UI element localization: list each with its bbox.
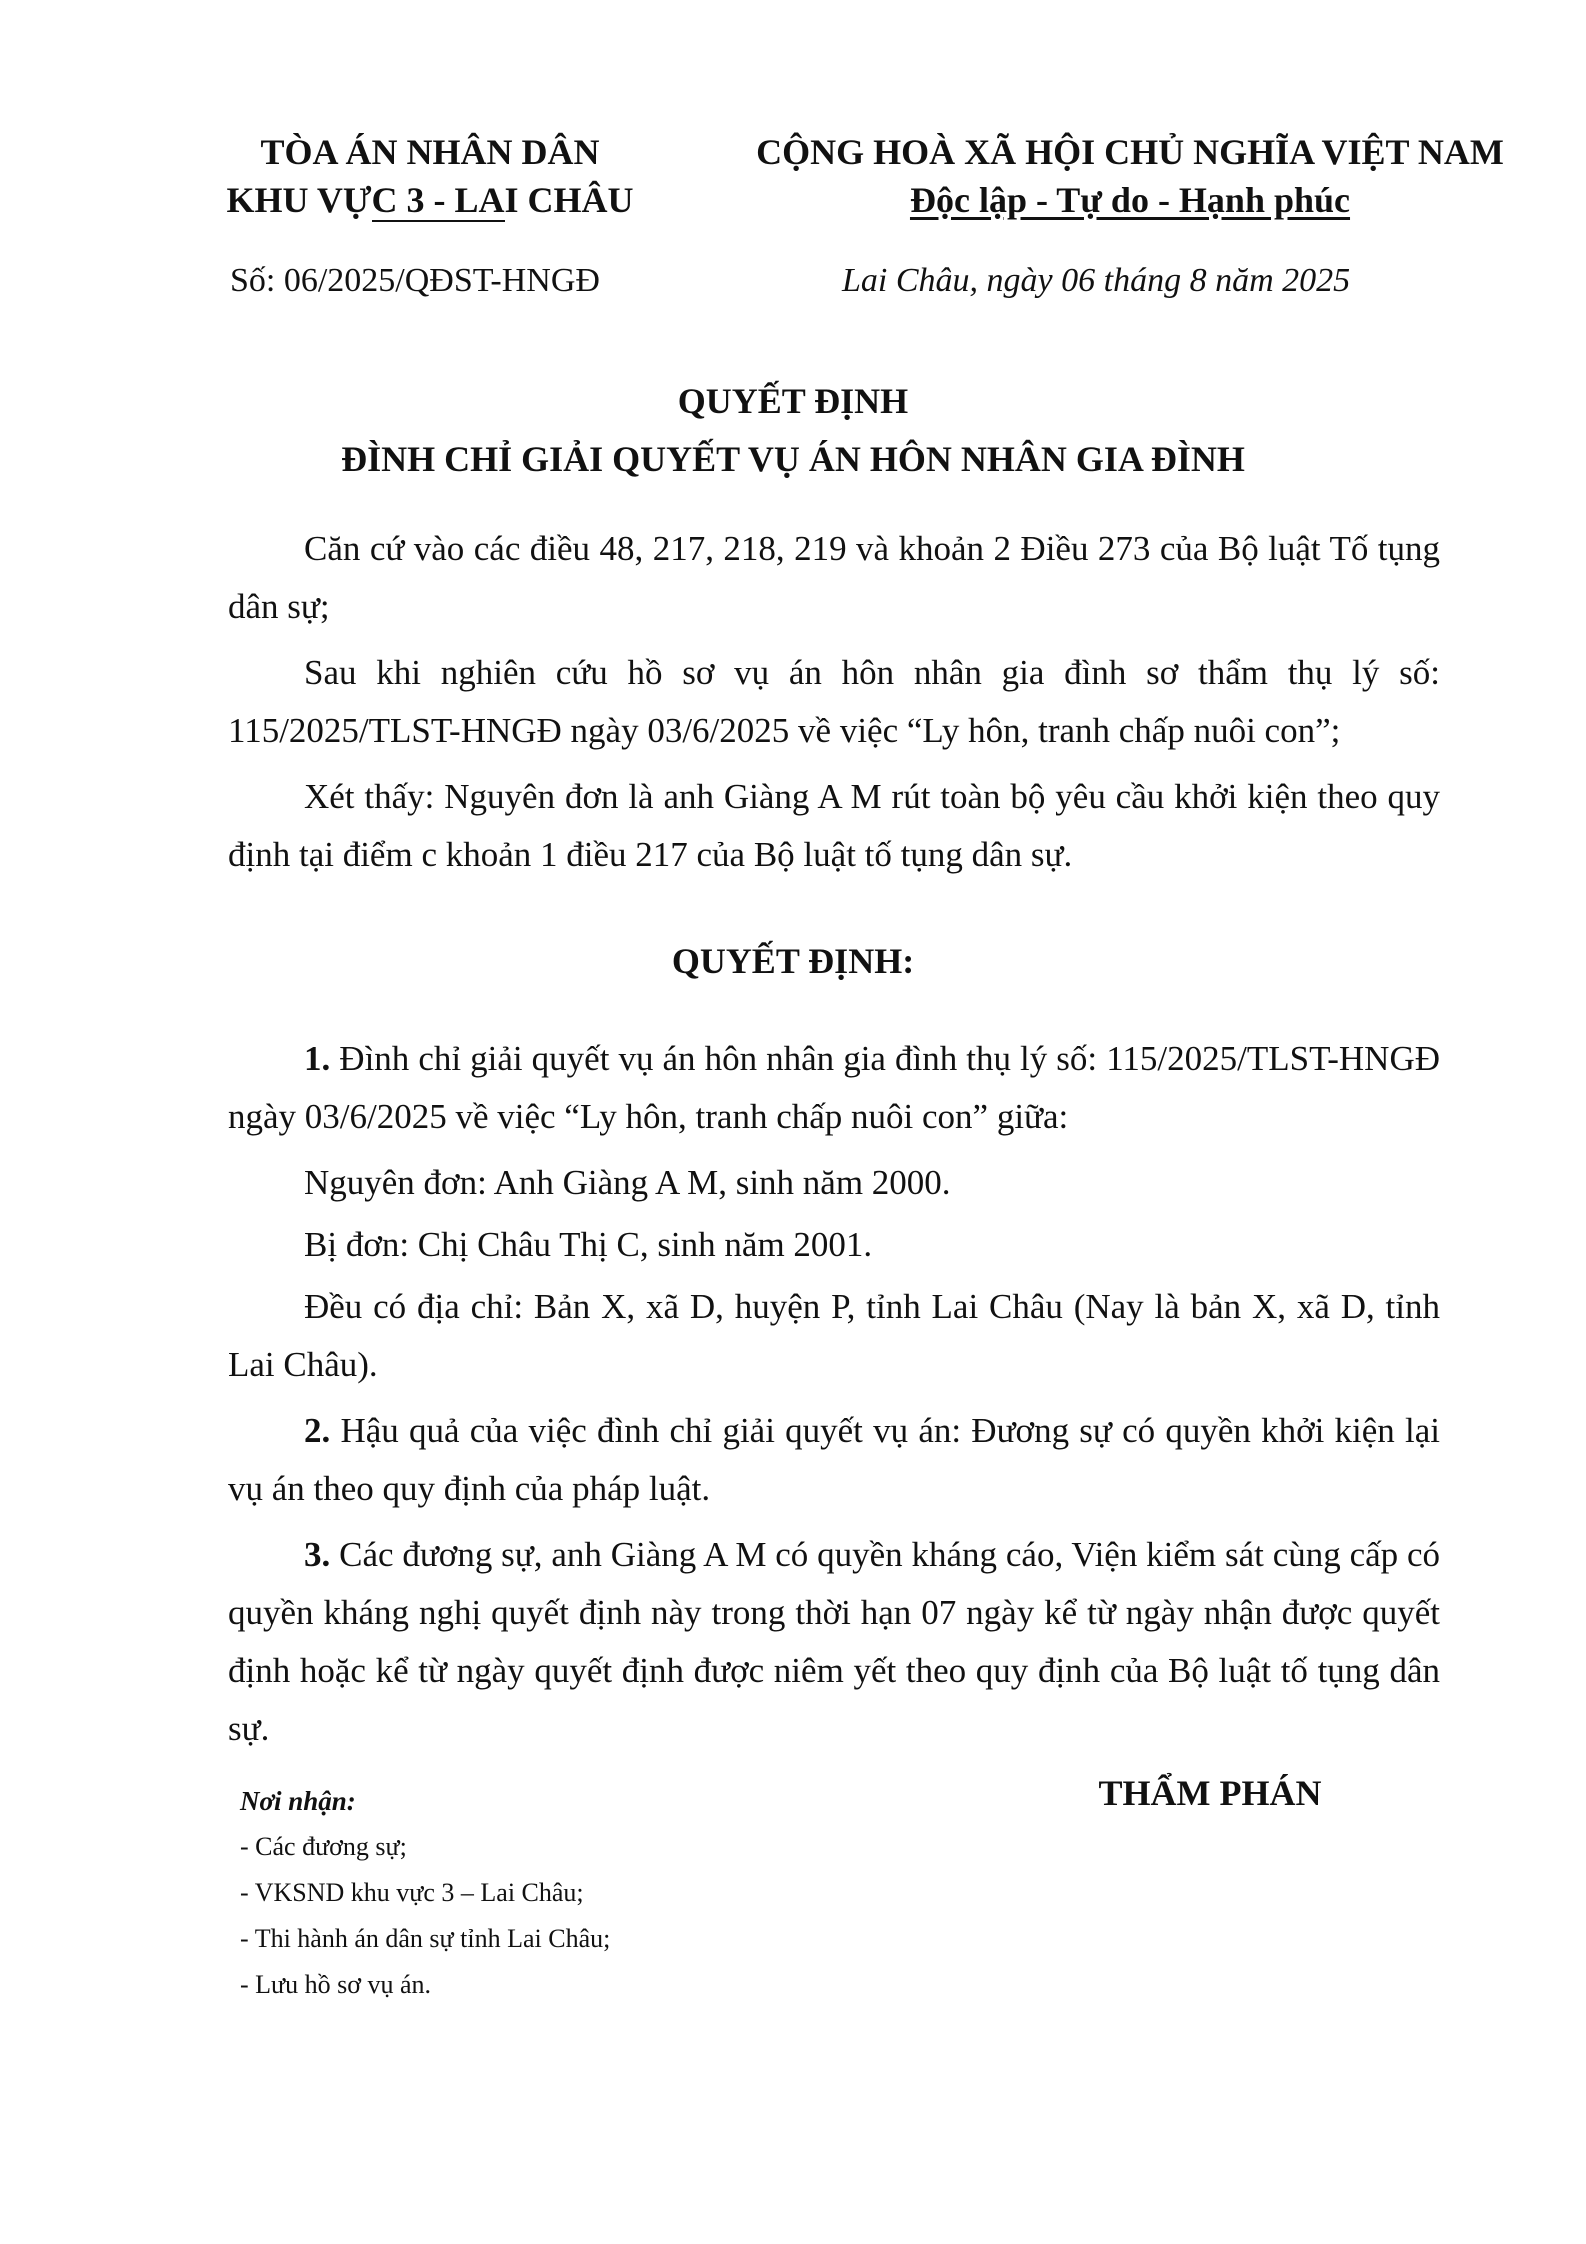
item-text: Đình chỉ giải quyết vụ án hôn nhân gia đình thụ lý số: 115/2025/TLST-HNGĐ ngày 03/6/2025 về việc “Ly hôn, tranh chấp nuôi con” giữa: (228, 1039, 1440, 1136)
item-text: Hậu quả của việc đình chỉ giải quyết vụ án: Đương sự có quyền khởi kiện lại vụ án theo quy định của pháp luật. (228, 1411, 1440, 1508)
item-text: Các đương sự, anh Giàng A M có quyền kháng cáo, Viện kiểm sát cùng cấp có quyền kháng nghị quyết định này trong thời hạn 07 ngày kể từ ngày nhận được quyết định hoặc kể từ ngày quyết định được niêm yết theo quy định của Bộ luật tố tụng dân sự. (228, 1535, 1441, 1748)
document-title: QUYẾT ĐỊNH (677, 381, 909, 421)
document-subtitle: ĐÌNH CHỈ GIẢI QUYẾT VỤ ÁN HÔN NHÂN GIA ĐÌNH (341, 439, 1245, 479)
item-number: 1. (304, 1039, 331, 1078)
place-date: Lai Châu, ngày 06 tháng 8 năm 2025 (842, 262, 1351, 299)
decision-item-3 (228, 1526, 1440, 1758)
recipient-item: - Thi hành án dân sự tỉnh Lai Châu; (240, 1916, 610, 1962)
address-line: Đều có địa chỉ: Bản X, xã D, huyện P, tỉnh Lai Châu (Nay là bản X, xã D, tỉnh Lai Châu). (228, 1287, 1440, 1384)
item-number: 2. (304, 1411, 331, 1450)
recipients-block (240, 1778, 610, 2008)
court-region-part-c: I CHÂU (504, 180, 634, 220)
decision-item-1 (228, 1030, 1440, 1146)
defendant-line: Bị đơn: Chị Châu Thị C, sinh năm 2001. (304, 1225, 873, 1264)
national-header (740, 128, 1520, 224)
court-name: TÒA ÁN NHÂN DÂN (260, 132, 600, 172)
preamble-legal-basis: Căn cứ vào các điều 48, 217, 218, 219 và khoản 2 Điều 273 của Bộ luật Tố tụng dân sự; (228, 529, 1440, 626)
plaintiff-line: Nguyên đơn: Anh Giàng A M, sinh năm 2000. (304, 1163, 951, 1202)
item-number: 3. (304, 1535, 331, 1574)
decision-item-2 (228, 1402, 1440, 1518)
document-number: Số: 06/2025/QĐST-HNGĐ (230, 262, 600, 299)
court-region-part-a: KHU VỰ (226, 180, 372, 220)
recipient-item: - Các đương sự; (240, 1824, 610, 1870)
preamble-finding: Xét thấy: Nguyên đơn là anh Giàng A M rút toàn bộ yêu cầu khởi kiện theo quy định tại điểm c khoản 1 điều 217 của Bộ luật tố tụng dân sự. (228, 777, 1440, 874)
court-region-underlined: C 3 - LA (371, 180, 505, 220)
decision-heading: QUYẾT ĐỊNH: (671, 941, 915, 981)
nation-name: CỘNG HOÀ XÃ HỘI CHỦ NGHĨA VIỆT NAM (756, 132, 1504, 172)
court-header (200, 128, 660, 224)
preamble (228, 520, 1440, 884)
recipients-list (240, 1824, 610, 2008)
court-region (200, 176, 660, 224)
national-motto: Độc lập - Tự do - Hạnh phúc (909, 180, 1351, 220)
recipient-item: - VKSND khu vực 3 – Lai Châu; (240, 1870, 610, 1916)
recipient-item: - Lưu hồ sơ vụ án. (240, 1962, 610, 2008)
signer-title: THẨM PHÁN (1098, 1773, 1322, 1813)
preamble-case-review: Sau khi nghiên cứu hồ sơ vụ án hôn nhân gia đình sơ thẩm thụ lý số: 115/2025/TLST-HNGĐ ngày 03/6/2025 về việc “Ly hôn, tranh chấp nuôi con”; (228, 653, 1440, 750)
recipients-heading: Nơi nhận: (240, 1786, 356, 1816)
decision-body (228, 1030, 1440, 1758)
